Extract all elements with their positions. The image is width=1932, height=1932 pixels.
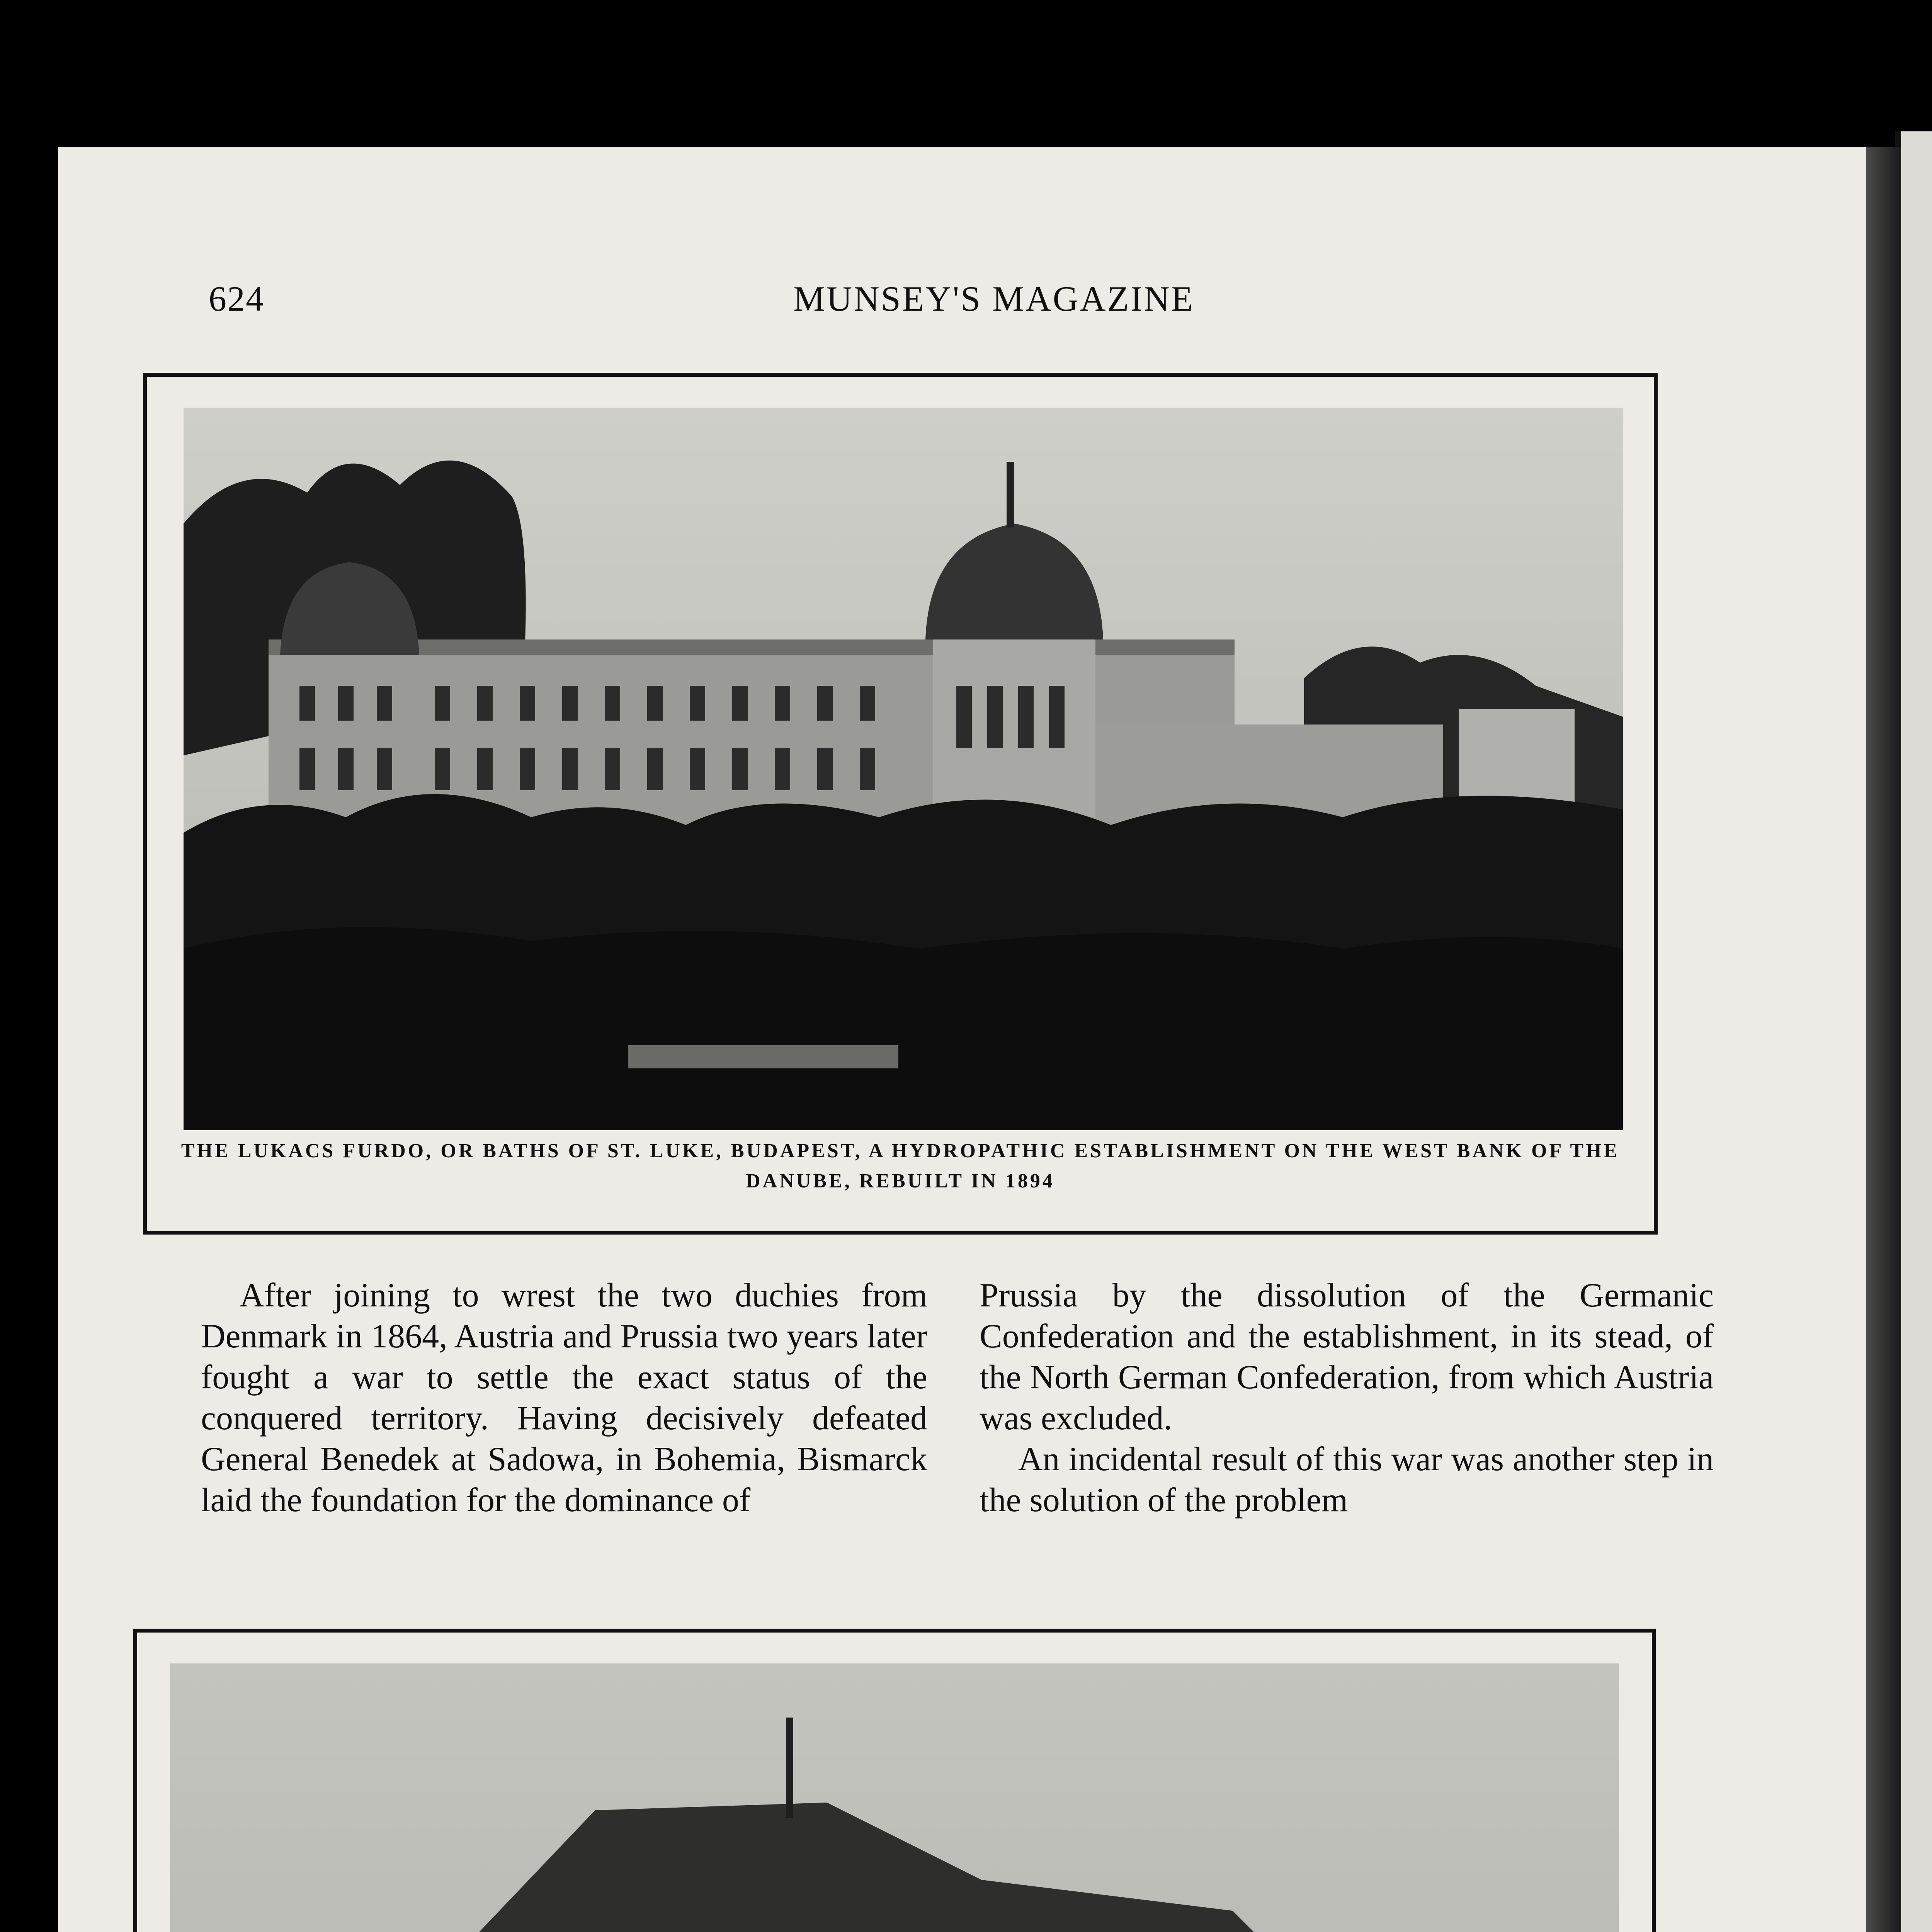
paragraph: Prussia by the dissolution of the Germanic Confederation and the establishment, in its stead, of the North German Confederation, from which Austria was excluded. (980, 1277, 1714, 1437)
caption-lukacs-baths: THE LUKACS FURDO, OR BATHS OF ST. LUKE, BUDAPEST, A HYDROPATHIC ESTABLISHMENT ON THE WEST BANK OF THE DANUBE, REBUILT IN 1894 (181, 1140, 1620, 1192)
page-number: 624 (209, 279, 264, 318)
opera-house-image (170, 1663, 1619, 1932)
baths-building-image (184, 408, 1623, 1130)
body-column-left (201, 1275, 927, 1569)
page-header (0, 278, 1932, 321)
paragraph: An incidental result of this war was another step in the solution of the problem (980, 1440, 1714, 1519)
photo-lukacs-baths (184, 408, 1623, 1130)
paragraph: After joining to wrest the two duchies from Denmark in 1864, Austria and Prussia two years later fought a war to settle the exact status of the conquered territory. Having decisively defeated General Benedek at Sadowa, in Bohemia, Bismarck laid the foundation for the dominance of (201, 1277, 927, 1519)
figure-lukacs-baths (143, 373, 1658, 1235)
running-title: MUNSEY'S MAGAZINE (793, 279, 1194, 318)
photo-opera-house (170, 1663, 1619, 1932)
body-column-right (980, 1275, 1714, 1569)
figure-opera-house (133, 1629, 1656, 1932)
